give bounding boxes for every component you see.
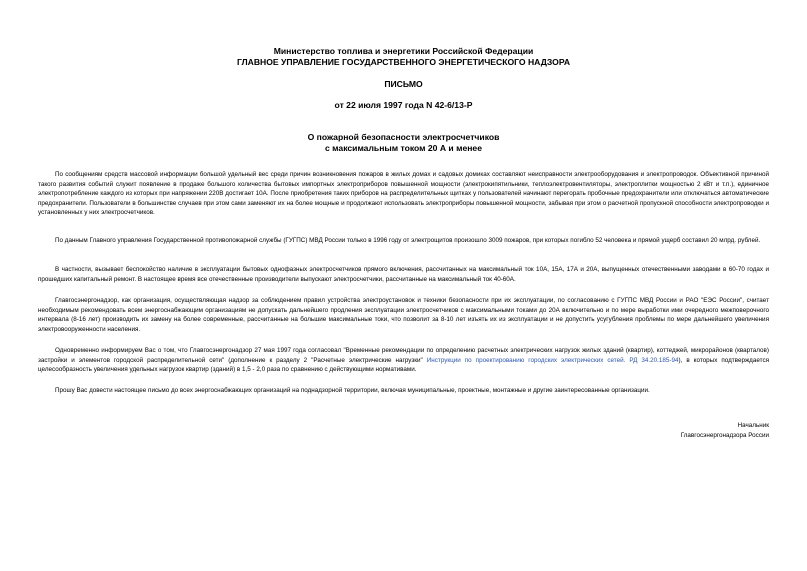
document-type: ПИСЬМО: [384, 79, 423, 89]
instruction-link[interactable]: Инструкции по проектированию городских электрических сетей. РД 34.20.185-94: [426, 356, 679, 364]
paragraph-6: Прошу Вас довести настоящее письмо до всех энергоснабжающих организаций на поднадзорной территории, включая муниципальные, проектные, монтажные и другие заинтересованные организации.: [55, 387, 650, 394]
paragraph-4: Главгосэнергонадзор, как организация, осуществляющая надзор за соблюдением правил устройства электроустановок и техники безопасности при их эксплуатации, по согласованию с ГУГПС МВД России и РАО "ЕЭС России", считает необходимым рекомендовать всем энергоснабжающим организациям не допускать дальнейшего продления эксплуатации электросчетчиков с максимальными токами до 20А включительно и по мере выработки ими очередного межповерочного интервала (8-16 лет) производить их замену на более современные, рассчитанные на большие максимальные токи, что позволит за 8-10 лет изъять их из эксплуатации и не допустить усугубления проблемы по мере дальнейшего увеличения электровооруженности населения.: [38, 297, 769, 333]
signature-title: Начальник: [737, 422, 769, 429]
subject-line-1: О пожарной безопасности электросчетчиков: [307, 132, 500, 142]
document-date-number: от 22 июля 1997 года N 42-6/13-Р: [334, 100, 473, 110]
paragraph-1: По сообщениям средств массовой информации большой удельный вес среди причин возникновения пожаров в жилых домах и садовых домиках составляют неисправности электрооборудования и электропроводок. Объективной причиной такого развития событий служит появление в продаже большого количества бытовых импортных электроприборов повышенной мощности (электрокипятильники, теплоэлектровентиляторы, электроплитки мощностью 2 кВт и т.п.), единичное электропотребление каждого из которых при напряжении 220В достигает 10А. После приобретения таких приборов на распределительных щитках у пользователей начинают перегорать пробочные предохранители или отключаться автоматические предохранители. Пользователи в большинстве случаев при этом сами заменяют их на более мощные и продолжают использовать электроприборы повышенной мощности, забывая при этом о расчетной пропускной способности электропроводки и установленных у них электросчетчиков.: [38, 171, 769, 217]
paragraph-5-text-b: ), в которых подтверждается целесообразность увеличения удельных нагрузок квартир (зданий) в 1,5 - 2,0 раза по сравнению с действующими нормативами.: [38, 356, 769, 374]
ministry-name: Министерство топлива и энергетики Российской Федерации: [273, 46, 534, 56]
paragraph-3: В частности, вызывает беспокойство наличие в эксплуатации бытовых однофазных электросчетчиков прямого включения, рассчитанных на максимальный ток 10А, 15А, 17А и 20А, выпущенных отечественными заводами в 60-70 годах и прошедших капитальный ремонт. В настоящее время все отечественные производители выпускают электросчетчики, рассчитанные на максимальный ток 40-60А.: [38, 266, 769, 283]
paragraph-5: [38, 346, 769, 375]
subject-line-2: с максимальным током 20 А и менее: [325, 143, 482, 153]
paragraph-5-text-a: Одновременно информируем Вас о том, что Главгосэнергонадзор 27 мая 1997 года согласовал "Временные рекомендации по определению расчетных электрических нагрузок жилых зданий (квартир), коттеджей, микрорайонов (кварталов) застройки и элементов городской распределительной сети" (дополнение к разделу 2 "Расчетные электрические нагрузки": [38, 347, 769, 364]
department-name: ГЛАВНОЕ УПРАВЛЕНИЕ ГОСУДАРСТВЕННОГО ЭНЕРГЕТИЧЕСКОГО НАДЗОРА: [236, 57, 571, 67]
paragraph-2: По данным Главного управления Государственной противопожарной службы (ГУГПС) МВД России только в 1996 году от электрощитов произошло 3009 пожаров, при которых погибло 52 человека и прямой ущерб составил 20 млрд. рублей.: [55, 237, 761, 244]
signature-org: Главгосэнергонадзора России: [680, 432, 769, 439]
